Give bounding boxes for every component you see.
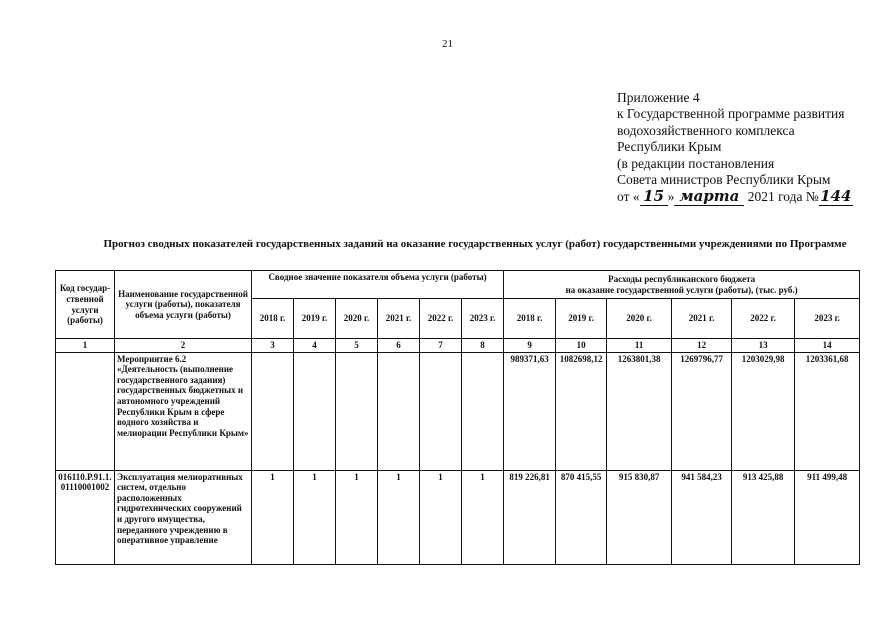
year-header: 2020 г. [607, 299, 672, 339]
year-header: 2022 г. [732, 299, 795, 339]
expense-value: 915 830,87 [607, 470, 672, 564]
volume-value: 1 [336, 470, 378, 564]
year-header: 2020 г. [336, 299, 378, 339]
column-index: 14 [795, 339, 860, 353]
column-index: 10 [556, 339, 607, 353]
volume-value: 1 [294, 470, 336, 564]
column-index: 7 [420, 339, 462, 353]
table-row [56, 470, 860, 564]
volume-value: 1 [420, 470, 462, 564]
volume-value [420, 352, 462, 470]
volume-value: 1 [462, 470, 504, 564]
volume-value: 1 [378, 470, 420, 564]
date-prefix: от « [617, 189, 640, 205]
expense-value: 1269796,77 [672, 352, 732, 470]
volume-value [252, 352, 294, 470]
column-index: 11 [607, 339, 672, 353]
expense-value: 819 226,81 [504, 470, 556, 564]
header-expenses-line-2: на оказание государственной услуги (работы), (тыс. руб.) [565, 284, 798, 295]
expense-value: 1203029,98 [732, 352, 795, 470]
page-number: 21 [442, 38, 453, 50]
header-name: Наименование государственной услуги (работы), показателя объема услуги (работы) [115, 271, 252, 339]
column-index: 8 [462, 339, 504, 353]
appendix-line-3: водохозяйственного комплекса [617, 122, 795, 138]
expense-value: 989371,63 [504, 352, 556, 470]
handwritten-number: 144 [820, 187, 852, 206]
service-name: Мероприятие 6.2 «Деятельность (выполнение государственного задания) государственных бюджетных и автономного учреждений Республики Крым в сфере водного хозяйства и мелиорации Республики Крым» [115, 352, 252, 470]
column-index: 13 [732, 339, 795, 353]
expense-value: 913 425,88 [732, 470, 795, 564]
year-header: 2023 г. [462, 299, 504, 339]
handwritten-day: 15 [640, 188, 668, 205]
expense-value: 870 415,55 [556, 470, 607, 564]
year-header: 2018 г. [504, 299, 556, 339]
expense-value: 911 499,48 [795, 470, 860, 564]
column-index: 6 [378, 339, 420, 353]
volume-value [462, 352, 504, 470]
appendix-block [617, 90, 853, 206]
table-row [56, 352, 860, 470]
expense-value: 1082698,12 [556, 352, 607, 470]
year-header: 2018 г. [252, 299, 294, 339]
year-header: 2023 г. [795, 299, 860, 339]
year-header: 2021 г. [378, 299, 420, 339]
column-index: 1 [56, 339, 115, 353]
handwritten-month: марта [674, 188, 744, 205]
column-index: 9 [504, 339, 556, 353]
expense-value: 1203361,68 [795, 352, 860, 470]
column-index: 5 [336, 339, 378, 353]
volume-value [378, 352, 420, 470]
service-name: Эксплуатация мелиоративных систем, отдельно расположенных гидротехнических сооружений и другого имущества, переданного учреждению в оперативное управление [115, 470, 252, 564]
appendix-line-2: к Государственной программе развития [617, 106, 845, 122]
appendix-line-4: Республики Крым [617, 139, 722, 155]
indicators-table [55, 270, 860, 565]
column-index: 2 [115, 339, 252, 353]
year-header: 2021 г. [672, 299, 732, 339]
expense-value: 941 584,23 [672, 470, 732, 564]
appendix-line-5: (в редакции постановления [617, 155, 775, 171]
header-volume: Сводное значение показателя объема услуги (работы) [252, 271, 504, 299]
date-mid: » [667, 189, 675, 205]
volume-value [294, 352, 336, 470]
appendix-date-line [617, 188, 853, 205]
volume-value [336, 352, 378, 470]
document-title: Прогноз сводных показателей государственных заданий на оказание государственных услуг (работ) государственными учреждениями по Программе [103, 238, 847, 250]
column-index: 3 [252, 339, 294, 353]
year-header: 2019 г. [556, 299, 607, 339]
date-year: 2021 года № [744, 189, 819, 205]
volume-value: 1 [252, 470, 294, 564]
header-expenses-line-1: Расходы республиканского бюджета [608, 273, 756, 284]
column-index: 4 [294, 339, 336, 353]
column-index-row [56, 339, 860, 353]
year-header: 2022 г. [420, 299, 462, 339]
service-code [56, 352, 115, 470]
appendix-line-6: Совета министров Республики Крым [617, 172, 831, 188]
column-index: 12 [672, 339, 732, 353]
appendix-line-1: Приложение 4 [617, 90, 700, 105]
year-header: 2019 г. [294, 299, 336, 339]
header-code: Код государ-ственной услуги (работы) [56, 271, 115, 339]
header-expenses [504, 271, 860, 299]
service-code: 016110.Р.91.1.01110001002 [56, 470, 115, 564]
expense-value: 1263801,38 [607, 352, 672, 470]
